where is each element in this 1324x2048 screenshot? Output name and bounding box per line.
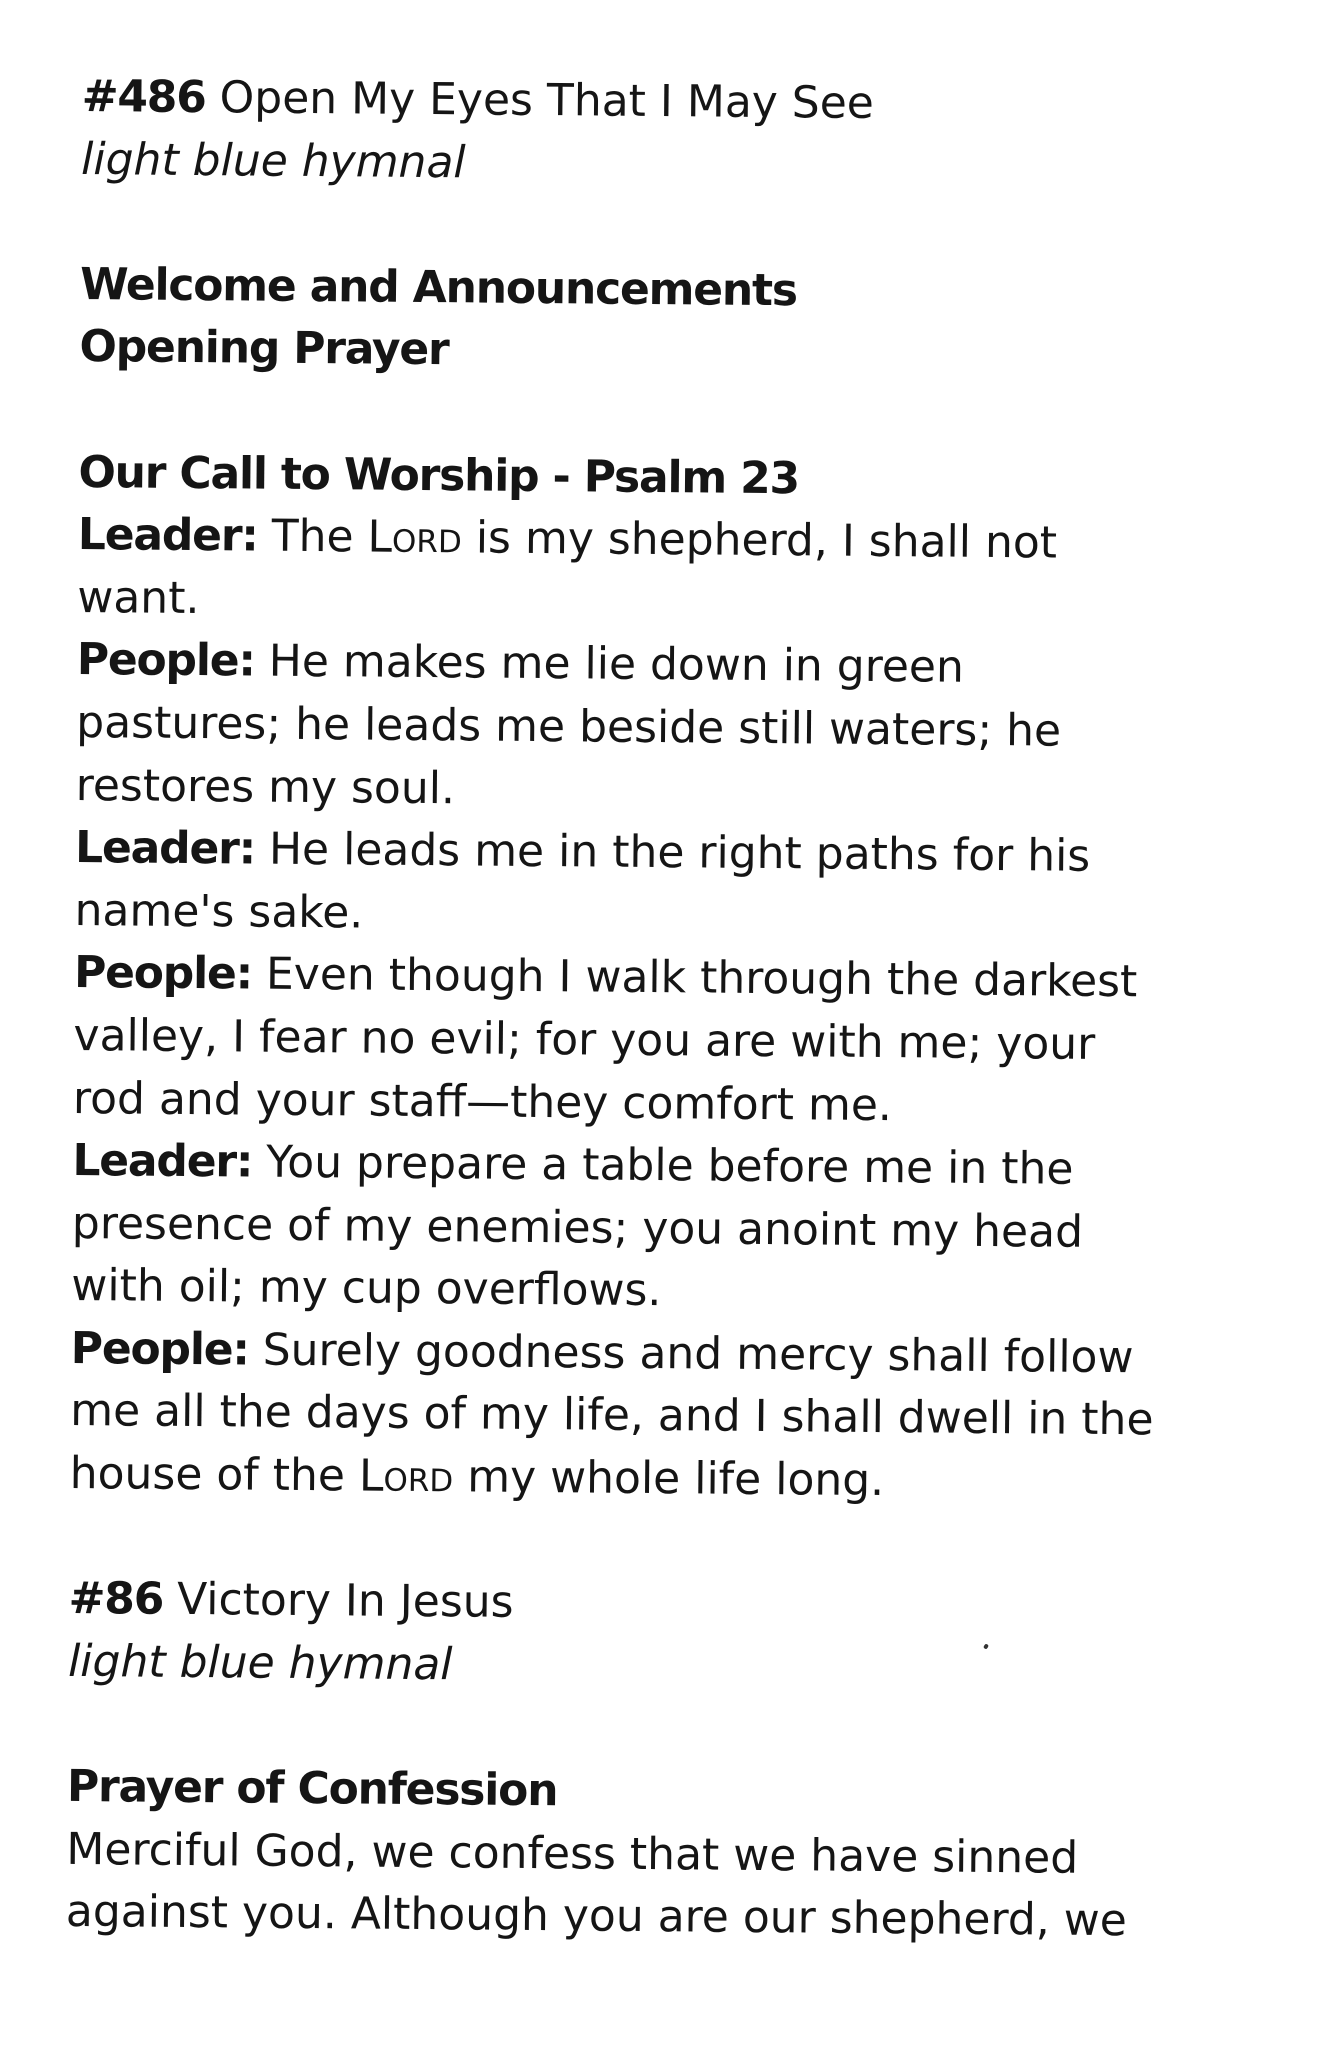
bold-label: People:: [76, 634, 255, 687]
text-segment: restores my soul.: [75, 759, 456, 814]
text-segment: against you. Although you are our shepherd, we: [65, 1886, 1127, 1947]
text-segment: my whole life long.: [453, 1451, 885, 1507]
bold-label: People:: [73, 947, 253, 1000]
text-line: [79, 316, 1163, 388]
bulletin-page: [66, 66, 1166, 1953]
text-segment: rod and your staff—they comfort me.: [72, 1072, 893, 1131]
spacer: [80, 191, 1164, 263]
text-segment: Open My Eyes That I May See: [205, 72, 875, 129]
text-line: [73, 1067, 1157, 1139]
text-line: [75, 755, 1159, 827]
text-line: [67, 1756, 1151, 1828]
call-to-worship: [69, 442, 1162, 1516]
text-line: [74, 942, 1158, 1014]
hymn-86: [68, 1568, 1152, 1703]
hymn-486: [81, 66, 1165, 201]
text-segment: house of the: [69, 1448, 360, 1502]
text-segment: pastures; he leads me beside still waters; he: [76, 696, 1062, 757]
text-line: [76, 692, 1160, 764]
text-line: [66, 1819, 1150, 1891]
text-segment: presence of my enemies; you anoint my head: [71, 1197, 1084, 1258]
announcements-prayer: [79, 254, 1163, 389]
text-segment: want.: [77, 571, 200, 624]
text-line: [77, 629, 1161, 701]
text-line: [77, 567, 1161, 639]
text-line: [68, 1631, 1152, 1703]
text-line: [72, 1193, 1156, 1265]
text-segment: name's sake.: [74, 884, 364, 939]
bold-label: Leader:: [77, 509, 258, 562]
spacer: [69, 1506, 1153, 1578]
bold-label: Leader:: [72, 1135, 253, 1188]
bold-label: Prayer of Confession: [66, 1760, 558, 1817]
spacer: [79, 379, 1163, 451]
bold-label: Opening Prayer: [79, 321, 449, 376]
text-line: [78, 504, 1162, 576]
italic-note: light blue hymnal: [80, 133, 466, 188]
text-line: [74, 880, 1158, 952]
bold-label: Leader:: [74, 822, 256, 875]
text-segment: Surely goodness and mercy shall follow: [248, 1324, 1134, 1384]
text-segment: me all the days of my life, and I shall dwell in the: [70, 1385, 1154, 1446]
text-line: [78, 442, 1162, 514]
bold-label: Welcome and Announcements: [79, 258, 798, 317]
text-line: [73, 1005, 1157, 1077]
text-line: [71, 1318, 1155, 1390]
text-segment: Merciful God, we confess that we have sinned: [66, 1823, 1079, 1884]
text-segment: Even though I walk through the darkest: [251, 948, 1138, 1008]
text-segment: You prepare a table before me in the: [252, 1136, 1074, 1195]
text-line: [66, 1881, 1150, 1953]
text-line: [69, 1443, 1153, 1515]
spacer: [67, 1693, 1151, 1765]
text-segment: Victory In Jesus: [162, 1574, 514, 1629]
text-segment: with oil; my cup overflows.: [71, 1260, 662, 1317]
text-line: [75, 817, 1159, 889]
prayer-of-confession: [66, 1756, 1151, 1953]
text-line: [70, 1380, 1154, 1452]
text-line: [81, 66, 1165, 138]
bold-label: #486: [81, 70, 206, 124]
text-line: [71, 1255, 1155, 1327]
bold-label: Our Call to Worship - Psalm 23: [78, 446, 800, 504]
small-caps-word: Lord: [358, 1450, 454, 1503]
text-line: [80, 254, 1164, 326]
italic-note: light blue hymnal: [67, 1635, 453, 1691]
text-line: [72, 1130, 1156, 1202]
bold-label: #86: [68, 1573, 164, 1626]
small-caps-word: Lord: [367, 511, 463, 564]
text-line: [81, 129, 1165, 201]
text-segment: He leads me in the right paths for his: [254, 823, 1091, 882]
text-segment: The: [257, 510, 368, 563]
text-line: [68, 1568, 1152, 1640]
bold-label: People:: [70, 1322, 249, 1376]
text-segment: valley, I fear no evil; for you are with me; your: [73, 1009, 1096, 1070]
text-segment: He makes me lie down in green: [254, 635, 965, 694]
text-segment: is my shepherd, I shall not: [461, 512, 1058, 569]
